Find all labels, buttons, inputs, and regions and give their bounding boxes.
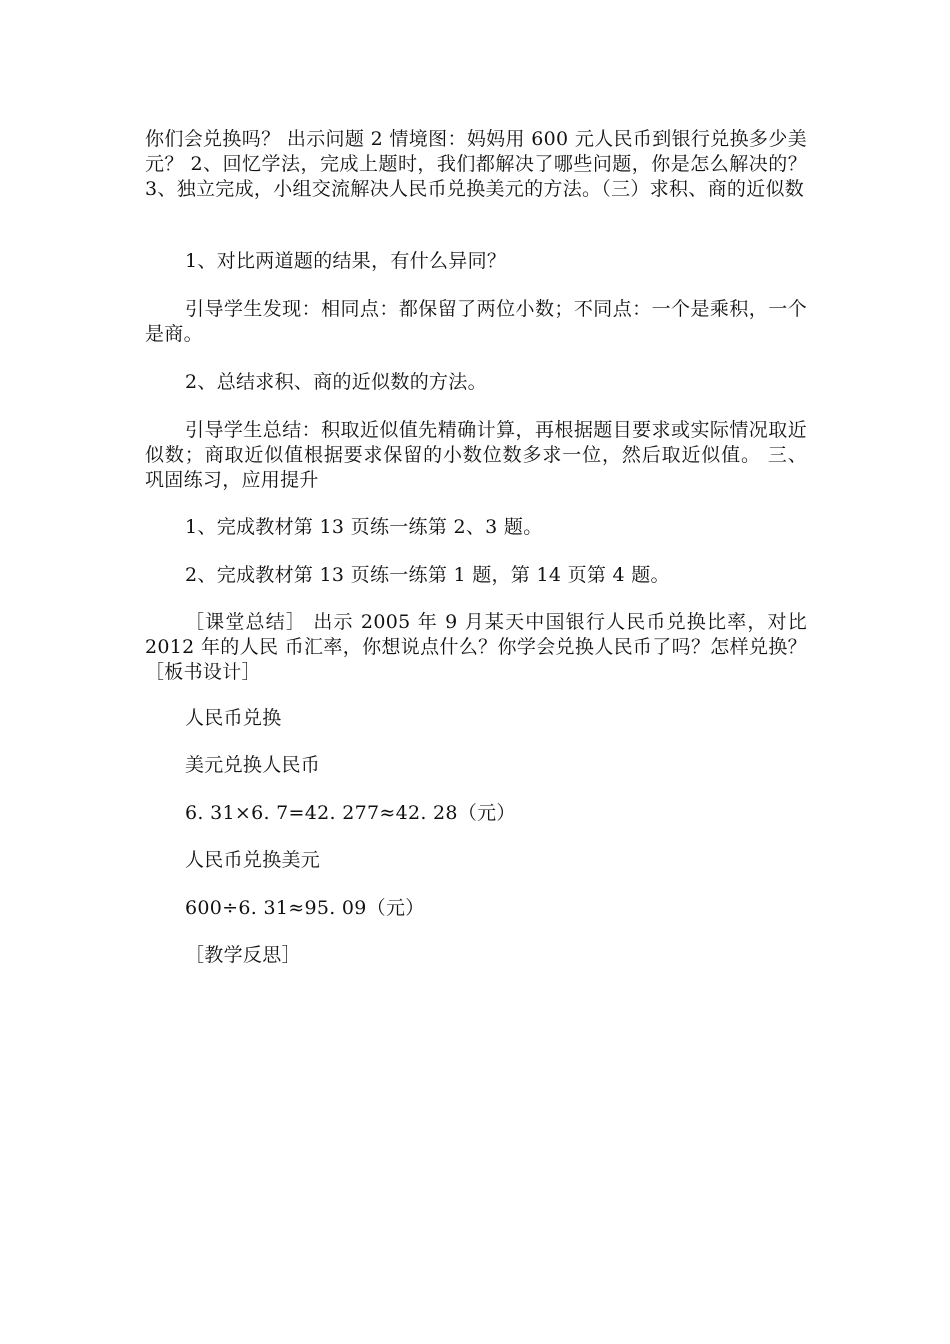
board-rmb-to-usd: 人民币兑换美元 bbox=[185, 849, 321, 871]
paragraph-class-summary: ［课堂总结］ 出示 2005 年 9 月某天中国银行人民币兑换比率，对比 2012 年的人民 币汇率，你想说点什么？你学会兑换人民币了吗？怎样兑换？ ［板书设计］ bbox=[145, 611, 807, 683]
paragraph-summary-detail: 引导学生总结：积取近似值先精确计算，再根据题目要求或实际情况取近似数；商取近似值根据要求保留的小数位数多求一位，然后取近似值。 三、巩固练习，应用提升 bbox=[145, 419, 807, 491]
paragraph-exchange-intro: 你们会兑换吗？ 出示问题 2 情境图：妈妈用 600 元人民币到银行兑换多少美元？ 2、回忆学法，完成上题时，我们都解决了哪些问题，你是怎么解决的？ 3、独立完成，小组交流解决人民币兑换美元的方法。（三）求积、商的近似数 bbox=[145, 128, 807, 200]
paragraph-exercise-1: 1、完成教材第 13 页练一练第 2、3 题。 bbox=[185, 516, 543, 538]
board-formula-1: 6. 31×6. 7=42. 277≈42. 28（元） bbox=[185, 802, 516, 824]
teaching-reflection-heading: ［教学反思］ bbox=[185, 944, 301, 966]
paragraph-summary-method: 2、总结求积、商的近似数的方法。 bbox=[185, 371, 487, 393]
paragraph-discovery: 引导学生发现：相同点：都保留了两位小数；不同点：一个是乘积，一个是商。 bbox=[145, 298, 807, 345]
board-heading: 人民币兑换 bbox=[185, 707, 282, 729]
paragraph-compare-question: 1、对比两道题的结果，有什么异同？ bbox=[185, 250, 507, 272]
board-formula-2: 600÷6. 31≈95. 09（元） bbox=[185, 897, 425, 919]
board-usd-to-rmb: 美元兑换人民币 bbox=[185, 754, 321, 776]
paragraph-exercise-2: 2、完成教材第 13 页练一练第 1 题，第 14 页第 4 题。 bbox=[185, 564, 670, 586]
